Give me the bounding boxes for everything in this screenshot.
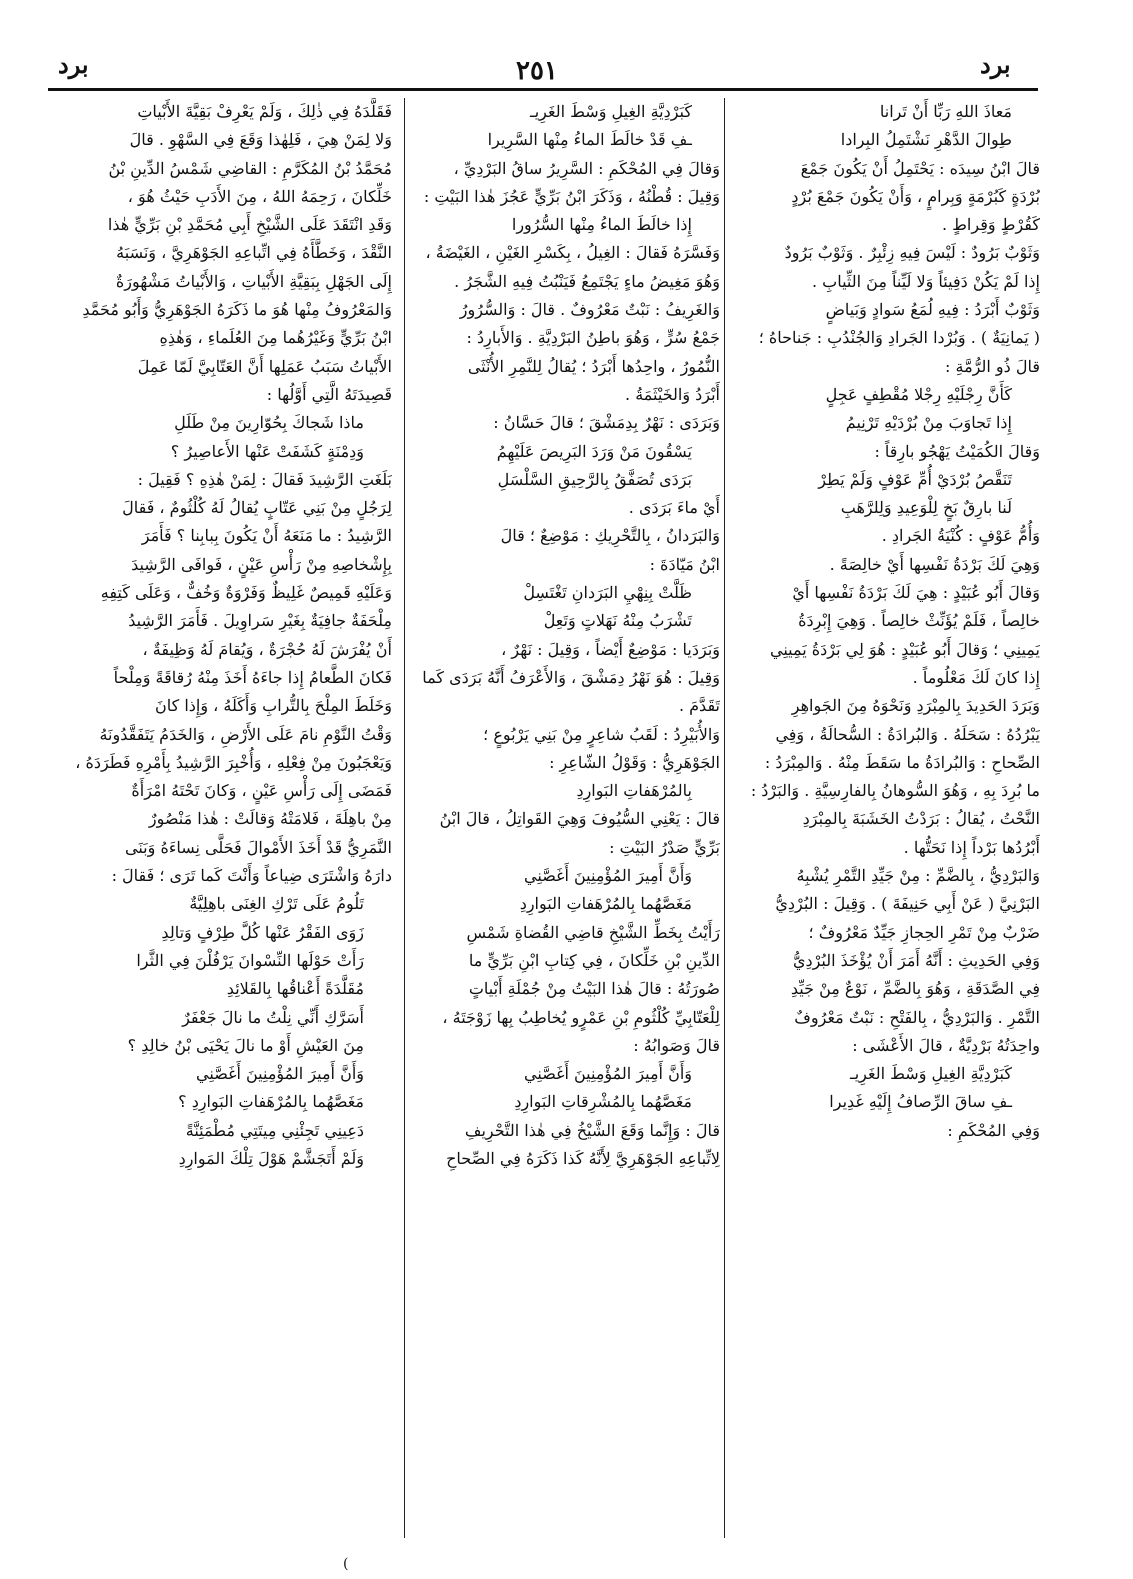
text-line: لِلْعَتّابِيِّ كُلْثُومِ بْنِ عَمْرٍو يُخاطِبُ بِها زَوْجَتَهُ ، [442, 1007, 720, 1027]
text-line: وَعَلَيْهِ قَمِيصٌ غَلِيظٌ وَفَرْوَةٌ وَخُفٌّ ، وَعَلَى كَتِفِهِ [100, 583, 392, 603]
text-line: بَرِّيٍّ صَدْرُ البَيْتِ : [609, 837, 720, 857]
verse-line: لَنا بارِقٌ بَخٍ لِلْوَعِيدِ وَلِلرَّهَبِ [840, 498, 1012, 518]
text-line: دارَهُ وَاشْتَرَى ضِياعاً وَأَنْتَ كَما تَرَى ؛ فَقالَ : [111, 866, 392, 886]
verse-line: ـفِ ساقَ الرِّصافُ إِلَيْهِ غَدِيرا [829, 1092, 1012, 1112]
verse-line: مِنَ العَيْشِ أَوْ ما نالَ يَحْيَى بْنُ خالِدِ ؟ [127, 1035, 364, 1055]
column-divider [404, 98, 405, 1538]
text-line: جَمْعُ سُرٍّ ، وَهُوَ باطِنُ البَرْدِيَّةِ . وَالأَبارِدُ : [466, 328, 720, 348]
text-line: وَالبَرَدانُ ، بِالتَّحْرِيكِ : مَوْضِعٌ ؛ قالَ [500, 526, 720, 546]
verse-line: بَرَدَى تُصَفَّقُ بِالرَّحِيقِ السَّلْسَلِ [497, 469, 692, 489]
text-line: ضَرْبٌ مِنْ تَمْرِ الحِجازِ جَيِّدٌ مَعْرُوفٌ ؛ [808, 922, 1040, 942]
text-line: قالَ ذُو الرُّمَّةِ : [945, 356, 1040, 376]
text-line: يَبْرُدُهُ : سَحَلَهُ . وَالبُرادَةُ : السُّحالَةُ ، وَفِي [775, 724, 1040, 744]
text-line: إِلَى الجَهْلِ بِبَقِيَّةِ الأَبْياتِ ، وَالأَبْياتُ مَشْهُورَةٌ [115, 271, 392, 291]
text-line: وَيَعْجَبُونَ مِنْ فِعْلِهِ ، وَأُخْبِرَ الرَّشِيدُ بِأَمْرِهِ فَطَرَدَهُ ، [75, 752, 392, 772]
text-line: وَبَرَدَيا : مَوْضِعٌ أَيْضاً ، وَقِيلَ : نَهْرٌ ، [501, 639, 720, 659]
verse-line: وَدِمْنَةٍ كَشَفَتْ عَنْها الأَعاصِيرُ ؟ [170, 441, 364, 461]
verse-line: ماذا شَجاكَ بِحُوّارِينَ مِنْ طَلَلِ [174, 413, 364, 433]
text-line: وَقَدِ انْتَقَدَ عَلَى الشَّيْخِ أَبِي مُحَمَّدِ بْنِ بَرِّيٍّ هٰذا [107, 215, 392, 235]
text-line: وَخَلَطَ المِلْحَ بِالتُّرابِ وَأَكَلَهُ ، وَإِذا كانَ [155, 696, 392, 716]
text-line: وَلا لِمَنْ هِيَ ، فَلِهٰذا وَقَعَ فِي السَّهْوِ . قالَ [129, 130, 392, 150]
text-line: مِنْ باهِلَةَ ، فَلامَتْهُ وَقالَتْ : هٰذا مَنْصُورٌ [148, 809, 392, 829]
text-line: الصِّحاحِ : وَالبُرادَةُ ما سَقَطَ مِنْهُ . وَالمِبْرَدُ : [764, 752, 1040, 772]
text-line: خَلِّكانَ ، رَحِمَهُ اللهُ ، مِنَ الأَدَبِ حَيْثُ هُوَ ، [127, 186, 392, 206]
text-line: بِإِشْخاصِهِ مِنْ رَأْسِ عَيْنٍ ، فَوافَى الرَّشِيدَ [131, 554, 392, 574]
text-line: الجَوْهَرِيُّ : وَقَوْلُ الشّاعِرِ : [549, 752, 720, 772]
text-line: وَفَسَّرَهُ فَقالَ : الغِيلُ ، بِكَسْرِ الغَيْنِ ، الغَيْضَةُ ، [425, 243, 720, 263]
verse-line: تَنَقَّصُ بُرْدَيْ أُمِّ عَوْفٍ وَلَمْ يَطِرْ [818, 469, 1012, 489]
text-line: وَقِيلَ : هُوَ نَهْرُ دِمَشْقَ ، وَالأَعْرَفُ أَنَّهُ بَرَدَى كَما [422, 667, 720, 687]
page-header [0, 0, 1133, 98]
text-line: الأَبْياتُ سَبَبُ عَمَلِها أَنَّ العَتّابِيَّ لَمّا عَمِلَ [137, 356, 392, 376]
text-line: وَفِي الحَدِيثِ : أَنَّهُ أَمَرَ أَنْ يُؤْخَذَ البُرْدِيُّ [792, 950, 1040, 970]
text-line: وَفِي المُحْكَمِ : [947, 1120, 1040, 1140]
text-line: وَبَرَدَى : نَهْرٌ بِدِمَشْقَ ؛ قالَ حَسَّانُ : [493, 413, 720, 433]
verse-line: طِوالَ الدَّهْرِ نَشْتَمِلُ البِرادا [840, 130, 1012, 150]
text-line: مُحَمَّدُ بْنُ المُكَرَّمِ : القاضِي شَمْسُ الدِّينِ بْنُ [108, 158, 392, 178]
verse-line: زَوَى الفَقْرُ عَنْها كُلَّ طِرْفٍ وَتالِدِ [161, 922, 364, 942]
text-line: قالَ وَصَوابُهُ : [633, 1035, 720, 1055]
column-divider [724, 98, 725, 1538]
verse-line: مَغَصَّهُما بِالمُشْرِقاتِ البَوارِدِ [514, 1092, 692, 1112]
verse-line: إِذا خالَطَ الماءُ مِنْها السُّرُورا [511, 215, 692, 235]
text-line: قالَ ابْنُ سِيدَه : يَحْتَمِلُ أَنْ يَكُونَ جَمْعَ [800, 158, 1040, 178]
text-line: مِلْحَفَةٌ جافِيَةٌ بِغَيْرِ سَراوِيلَ . فَأَمَرَ الرَّشِيدُ [128, 611, 392, 631]
verse-line: ظَلَّتْ بِنِهْيِ البَرَدانِ تَغْتَسِلْ [523, 583, 692, 603]
text-line: ما بُرِدَ بِهِ ، وَهُوَ السُّوهانُ بِالفارِسِيَّةِ . وَالبَرْدُ : [750, 781, 1040, 801]
text-line: خالِصاً ، فَلَمْ يُؤَنِّثْ خالِصاً . وَهِيَ إِبْرِدَةُ [798, 611, 1040, 631]
text-column-left [54, 98, 392, 1538]
verse-line: رَأَتْ حَوْلَها النِّسْوانَ يَرْفُلْنَ فِي الثَّرا [136, 950, 364, 970]
text-line: فِي الصَّدَقَةِ ، وَهُوَ بِالضَّمِّ ، نَوْعٌ مِنْ جَيِّدِ [790, 979, 1040, 999]
text-line: ابْنُ بَرِّيٍّ وَغَيْرُهُما مِنَ العُلَماءِ ، وَهٰذِهِ [159, 328, 392, 348]
verse-line: بِالمُرْهَفاتِ البَوارِدِ [576, 781, 692, 801]
text-line: أَبْرَدُ وَالخَيْثَمَةُ . [625, 384, 720, 404]
text-line: وَأُمُّ عَوْفٍ : كُنْيَةُ الجَرادِ . [881, 526, 1040, 546]
text-line: قالَ : وَإِنَّما وَقَعَ الشَّيْخُ فِي هٰذا التَّحْرِيفِ [464, 1120, 720, 1140]
text-line: تَقَدَّمَ . [678, 696, 720, 716]
text-line: بُرْدَةٍ كَبُرْمَةٍ وَبِرامٍ ، وَأَنْ يَكُونَ جَمْعَ بُرْدٍ [791, 186, 1040, 206]
page-number: ٢٥١ [516, 56, 558, 86]
text-line: صُورَتُهُ : قالَ هٰذا البَيْتُ مِنْ جُمْلَةِ أَبْياتٍ [468, 979, 720, 999]
text-line: ( يَمانِيَةٌ ) . وَبُرْدا الجَرادِ وَالجُنْدُبِ : جَناحاهُ ؛ [758, 328, 1040, 348]
text-line: وَقْتُ النَّوْمِ نامَ عَلَى الأَرْضِ ، وَالخَدَمُ يَتَفَقَّدُونَهُ [99, 724, 392, 744]
text-line: يَمِينِي ؛ وَقالَ أَبُو عُبَيْدٍ : هُوَ لِي بَرْدَةُ يَمِينِي [770, 639, 1040, 659]
text-line: وَثَوْبٌ بَرُودٌ : لَيْسَ فِيهِ زِئْبِرٌ . وَثَوْبٌ بَرُودٌ [784, 243, 1040, 263]
text-line: فَمَضَى إِلَى رَأْسِ عَيْنٍ ، وَكانَ تَحْتَهُ امْرَأَةٌ [131, 781, 392, 801]
verse-line: مَعاذَ اللهِ رَبِّا أَنْ تَرانا [879, 102, 1012, 121]
text-line: لِاتِّباعِهِ الجَوْهَرِيَّ لِأَنَّهُ كَذا ذَكَرَهُ فِي الصِّحاحِ [446, 1148, 720, 1168]
verse-line: وَأَنَّ أَمِيرَ المُؤْمِنِينَ أَغَصَّنِي [524, 866, 692, 886]
verse-line: وَأَنَّ أَمِيرَ المُؤْمِنِينَ أَغَصَّنِي [524, 1064, 692, 1084]
text-line: كَقُرْطٍ وَقِراطٍ . [941, 215, 1040, 235]
verse-line: إِذا تَجاوَبَ مِنْ بُرْدَيْهِ تَرْنِيمُ [845, 413, 1012, 433]
verse-line: كَأَنَّ رِجْلَيْهِ رِجْلا مُقْطِفٍ عَجِلٍ [825, 384, 1012, 404]
header-root-word-left: برد [58, 50, 89, 79]
text-line: النَّمَرِيُّ قَدْ أَخَذَ الأَمْوالَ فَحَلَّى نِساءَهُ وَبَنَى [125, 837, 392, 857]
text-line: وَقالَ فِي المُحْكَمِ : السَّرِيرُ ساقُ البَرْدِيِّ ، [453, 158, 720, 178]
text-line: وَالأُبَيْرِدُ : لَقَبُ شاعِرٍ مِنْ بَنِي يَرْبُوعٍ ؛ [483, 724, 720, 744]
text-line: وَهِيَ لَكَ بَرْدَةُ نَفْسِها أَيْ خالِصَةً . [829, 554, 1040, 574]
text-line: لِرَجُلٍ مِنْ بَنِي عَتّابٍ يُقالُ لَهُ كُلْثُومٌ ، فَقالَ [122, 498, 392, 518]
text-line: ابْنُ مَيّادَةَ : [649, 554, 720, 574]
footer-mark: ( [343, 1556, 349, 1572]
text-line: وَالبَرْدِيُّ ، بِالضَّمِّ : مِنْ جَيِّدِ التَّمْرِ يُشْبِهُ [796, 866, 1040, 886]
text-line: وَثَوْبٌ أَبْرَدُ : فِيهِ لُمَعُ سَوادٍ وَبَياضٍ [825, 300, 1040, 320]
text-line: التَّمْرِ . وَالبَرْدِيُّ ، بِالفَتْحِ : نَبْتٌ مَعْرُوفٌ [794, 1007, 1040, 1027]
text-column-middle [414, 98, 720, 1538]
verse-line: وَأَنَّ أَمِيرَ المُؤْمِنِينَ أَغَصَّنِي [196, 1064, 364, 1084]
text-line: فَكانَ الطَّعامُ إِذا جاءَهُ أَخَذَ مِنْهُ رُقاقَةً وَمِلْحاً [113, 667, 392, 687]
verse-line: مَغَصَّهُما بِالمُرْهَفاتِ البَوارِدِ [519, 894, 692, 914]
verse-line: أَسَرَّكِ أَنِّي نِلْتُ ما نالَ جَعْفَرٌ [182, 1007, 364, 1027]
text-line: فَقَلَّدَهُ فِي ذٰلِكَ ، وَلَمْ يَعْرِفْ بَقِيَّةَ الأَبْياتِ [137, 102, 392, 121]
text-line: النَّحْتُ ، يُقالُ : بَرَدْتُ الخَشَبَةَ بِالمِبْرَدِ [802, 809, 1040, 829]
verse-line: تَشْرَبُ مِنْهُ نَهَلاتٍ وَتَعِلْ [543, 611, 692, 631]
text-line: وَبَرَدَ الحَدِيدَ بِالمِبْرَدِ وَنَحْوَهُ مِنَ الجَواهِرِ [791, 696, 1040, 716]
text-line: وَالمَعْرُوفُ مِنْها هُوَ ما ذَكَرَهُ الجَوْهَرِيُّ وَأَبُو مُحَمَّدِ [82, 300, 392, 320]
verse-line: كَبَرْدِيَّةِ الغِيلِ وَسْطَ الغَرِيـ [530, 102, 692, 121]
text-line: بَلَغَتِ الرَّشِيدَ فَقالَ : لِمَنْ هٰذِهِ ؟ فَقِيلَ : [137, 469, 392, 489]
header-rule [48, 88, 1038, 91]
verse-line: وَلَمْ أَتَجَشَّمْ هَوْلَ تِلْكَ المَوارِدِ [178, 1148, 364, 1168]
text-line: وَهُوَ مَغِيضُ ماءٍ يَجْتَمِعُ فَيَنْبُتُ فِيهِ الشَّجَرُ . [454, 271, 720, 291]
verse-line: يَسْقُونَ مَنْ وَرَدَ البَرِيصَ عَلَيْهِمُ [496, 441, 692, 461]
text-line: إِذا لَمْ يَكُنْ دَفِيئاً وَلا لَيِّناً مِنَ الثِّيابِ . [811, 271, 1040, 291]
text-line: البَرْنِيَّ ( عَنْ أَبِي حَنِيفَةَ ) . وَقِيلَ : البُرْدِيُّ [775, 894, 1040, 914]
verse-line: مَغَصَّهُما بِالمُرْهَفاتِ البَوارِدِ ؟ [178, 1092, 364, 1112]
text-line: قَصِيدَتَهُ الَّتِي أَوَّلُها : [266, 384, 392, 404]
verse-line: تَلُومُ عَلَى تَرْكِ الغِنَى باهِلِيَّةٌ [189, 894, 364, 914]
text-line: واحِدَتُهُ بَرْدِيَّةٌ ، قالَ الأَعْشَى : [852, 1035, 1040, 1055]
text-line: أَيْ ماءَ بَرَدَى . [628, 498, 720, 518]
text-line: الرَّشِيدُ : ما مَنَعَهُ أَنْ يَكُونَ بِبابِنا ؟ فَأَمَرَ [141, 526, 392, 546]
text-line: إِذا كانَ لَكَ مَعْلُوماً . [912, 667, 1040, 687]
text-line: أَبْرُدُها بَرْداً إِذا نَحَتُّها . [903, 837, 1040, 857]
text-column-right [732, 98, 1040, 1538]
header-root-word-right: برد [980, 50, 1011, 79]
text-line: النَّقْدَ ، وَخَطَّأَهُ فِي اتِّباعِهِ الجَوْهَرِيَّ ، وَنَسَبَهُ [116, 243, 392, 263]
text-line: أَنْ يُفْرَشَ لَهُ حُجْرَةٌ ، وَيُقامَ لَهُ وَظِيفَةٌ ، [142, 639, 392, 659]
text-line: قالَ : يَعْنِي السُّيُوفَ وَهِيَ القَواتِلُ ، قالَ ابْنُ [439, 809, 720, 829]
text-line: وَالغَرِيفُ : نَبْتٌ مَعْرُوفٌ . قالَ : وَالسُّرُورُ [459, 300, 720, 320]
text-line: رَأَيْتُ بِخَطِّ الشَّيْخِ قاضِي القُضاةِ شَمْسِ [466, 922, 720, 942]
text-line: وَقالَ الكُمَيْتُ يَهْجُو بارِقاً : [874, 441, 1040, 461]
text-line: الدِّينِ بْنِ خَلِّكانَ ، فِي كِتابِ ابْنِ بَرِّيٍّ ما [468, 950, 720, 970]
text-line: وَقالَ أَبُو عُبَيْدٍ : هِيَ لَكَ بَرْدَةُ نَفْسِها أَيْ [792, 583, 1040, 603]
verse-line: كَبَرْدِيَّةِ الغِيلِ وَسْطَ الغَرِيـ [850, 1064, 1012, 1084]
verse-line: ـفِ قَدْ خالَطَ الماءُ مِنْها السَّرِيرا [487, 130, 692, 150]
verse-line: مُقَلَّدَةً أَعْناقُها بِالقَلائِدِ [226, 979, 364, 999]
verse-line: دَعِينِي تَجِئْنِي مِيتَتِي مُطْمَئِنَّةً [185, 1120, 364, 1140]
text-line: النُّمُورُ ، واحِدُها أَبْرَدُ ؛ يُقالُ لِلنَّمِرِ الأُنْثَى [467, 356, 720, 376]
text-line: وَقِيلَ : قُطْنُهُ ، وَذَكَرَ ابْنُ بَرِّيٍّ عَجُزَ هٰذا البَيْتِ : [423, 186, 720, 206]
